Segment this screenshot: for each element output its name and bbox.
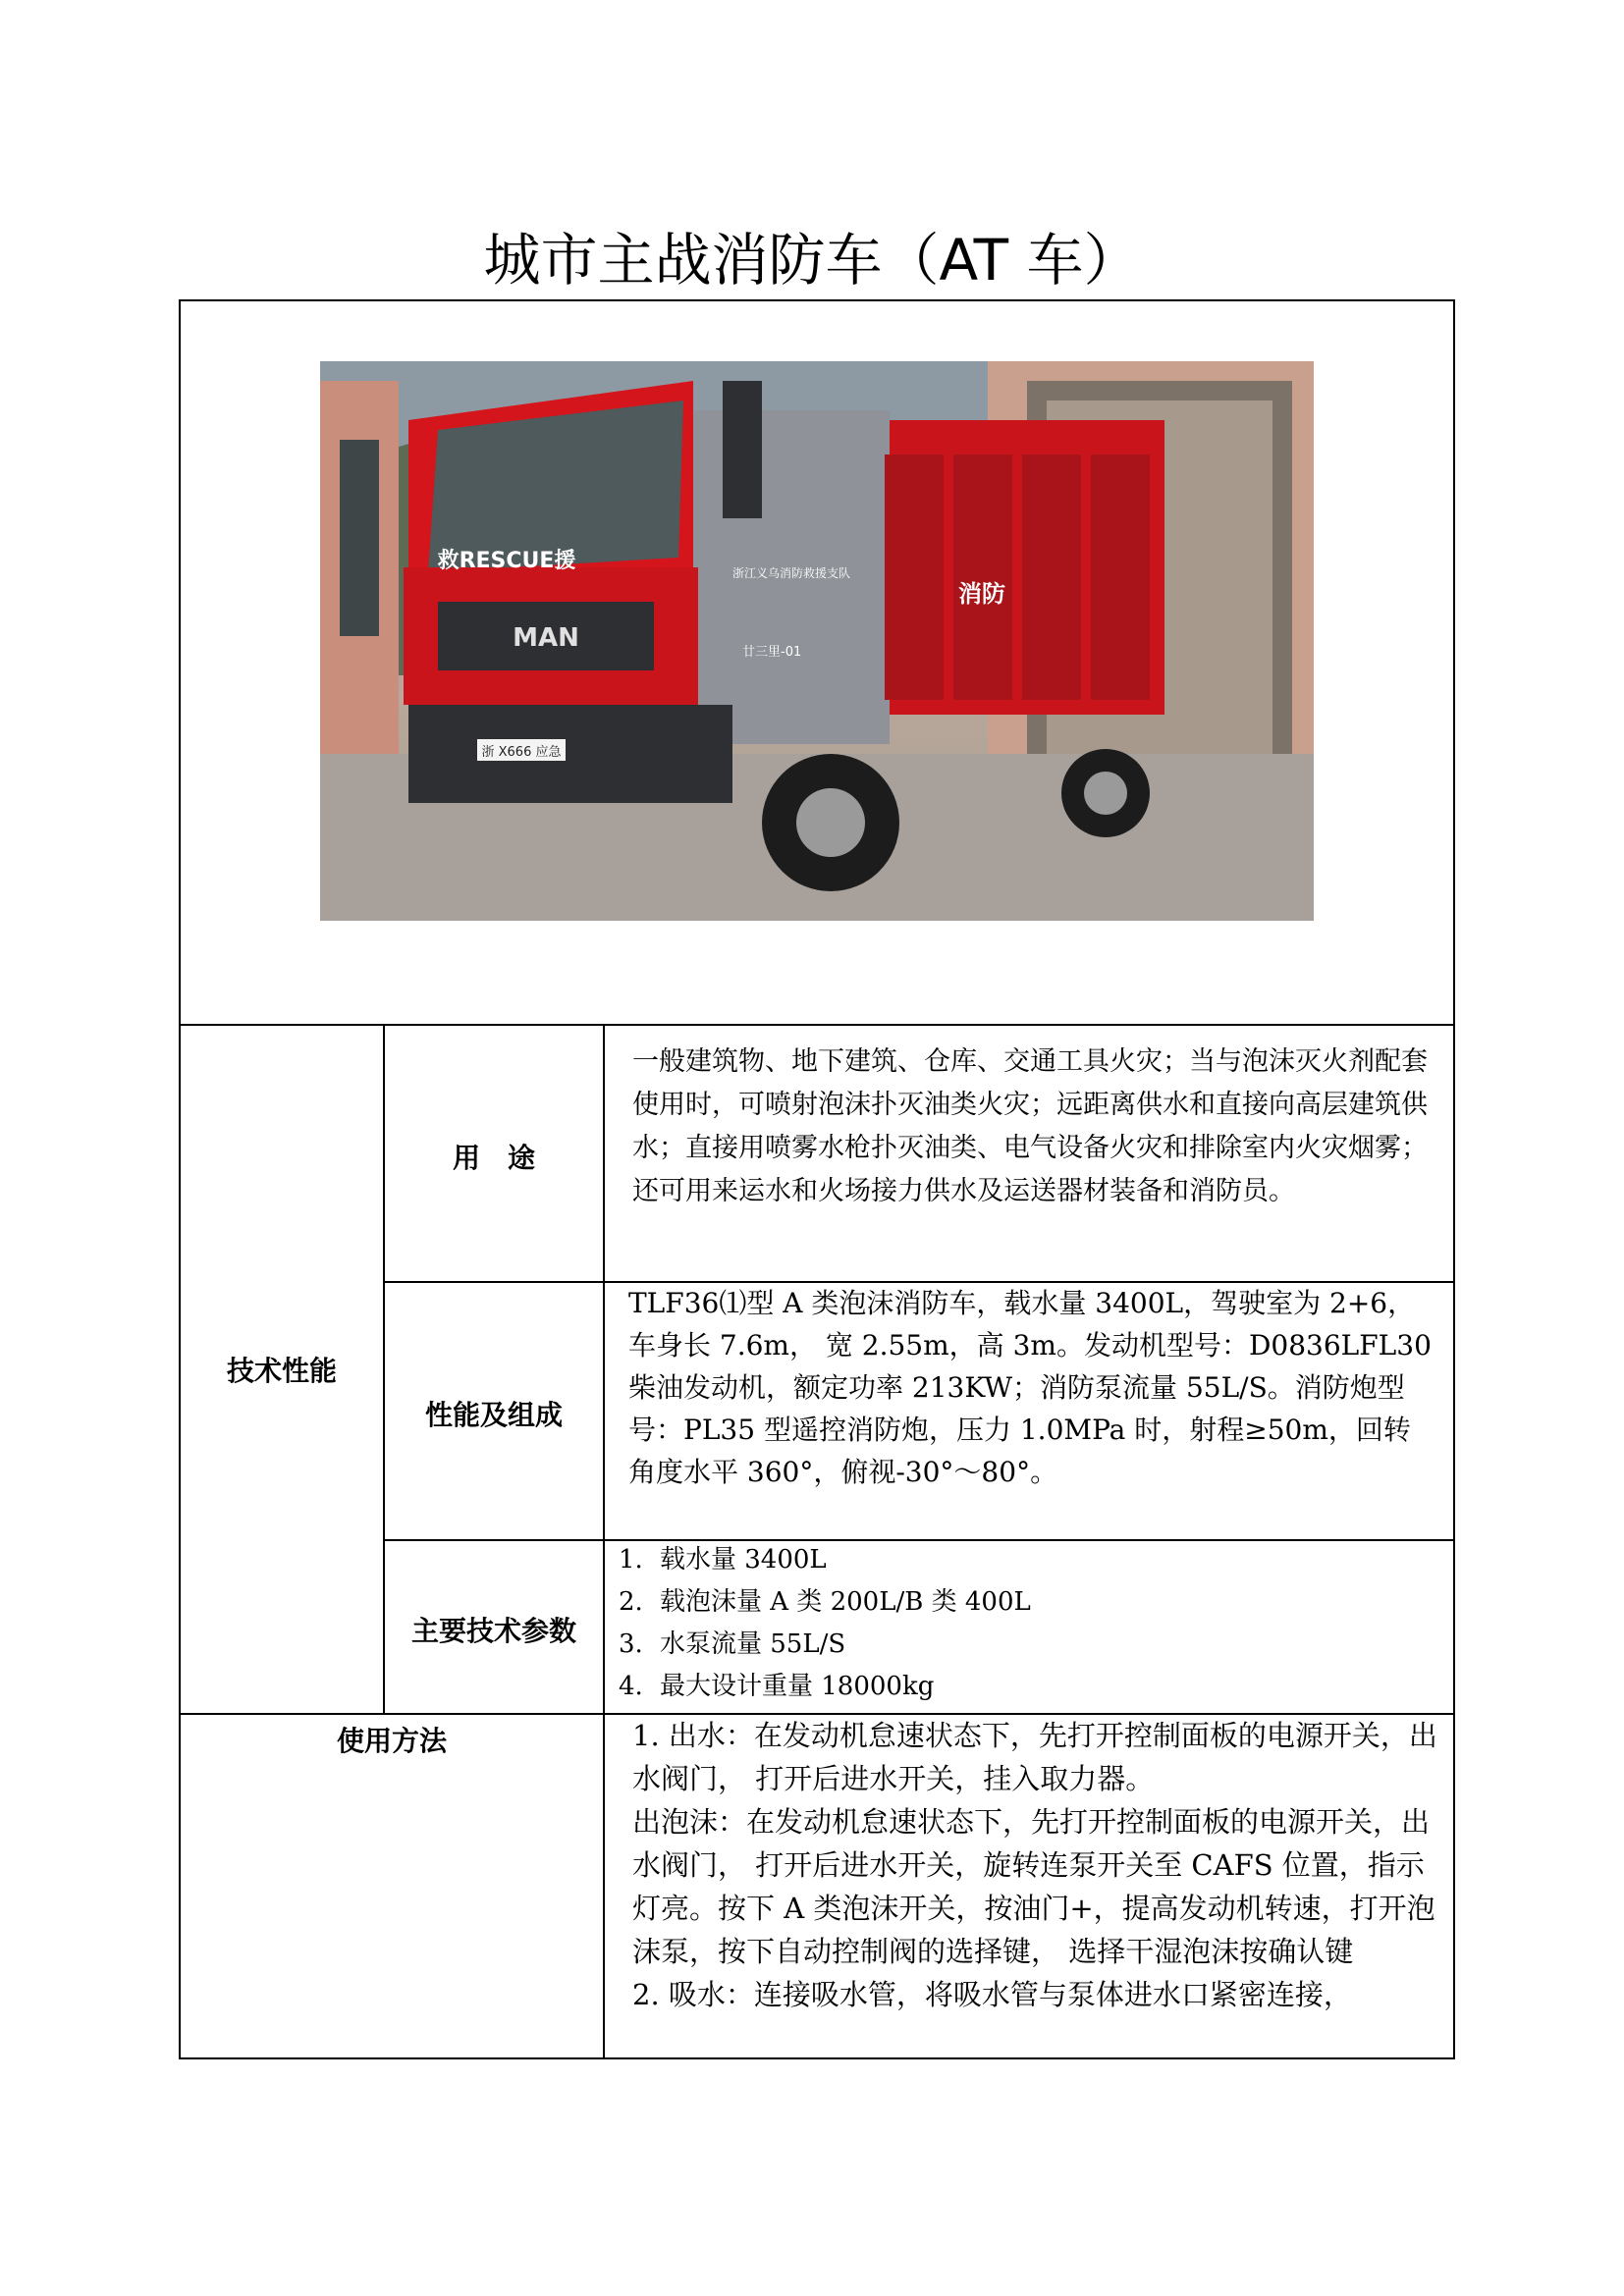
performance-text	[628, 1282, 1437, 1493]
purpose-text: 一般建筑物、地下建筑、仓库、交通工具火灾；当与泡沫灭火剂配套使用时，可喷射泡沫扑灭油类火灾；远距离供水和直接向高层建筑供水；直接用喷雾水枪扑灭油类、电气设备火灾和排除室内火灾烟雾；还可用来运水和火场接力供水及运送器材装备和消防员。	[632, 1046, 1428, 1206]
section-label-tech: 技术性能	[226, 1355, 337, 1387]
side-text: 消防	[958, 580, 1005, 608]
rescue-text: 救RESCUE援	[437, 549, 576, 573]
usage-paragraph-3: 2. 吸水：连接吸水管，将吸水管与泵体进水口紧密连接，	[632, 1978, 1352, 2011]
params-label: 主要技术参数	[410, 1615, 576, 1647]
list-item: 2. 载泡沫量 A 类 200L/B 类 400L	[619, 1587, 1031, 1617]
page-title: 城市主战消防车（AT 车）	[483, 227, 1141, 294]
unit-number: 廿三里-01	[742, 645, 802, 660]
performance-text-main: TLF36⑴型 A 类泡沫消防车，载水量 3400L，驾驶室为 2+6，车身长 7.6m， 宽 2.55m，高 3m。发动机型号：D0836LFL30 柴油发动机，额定功率 213KW；消防泵流量 55L/S。消防炮型号：PL35 型遥控消防炮，压力 1.0MPa 时，射程≥50m，回转	[628, 1287, 1432, 1446]
grille-brand-text: MAN	[513, 623, 579, 653]
usage-text	[632, 1714, 1443, 2016]
list-item: 4. 最大设计重量 18000kg	[619, 1672, 935, 1701]
usage-paragraph-1: 1. 出水：在发动机怠速状态下，先打开控制面板的电源开关，出水阀门， 打开后进水开关，挂入取力器。	[632, 1719, 1437, 1795]
door-text: 浙江义乌消防救援支队	[732, 566, 851, 580]
license-plate: 浙 X666 应急	[481, 745, 562, 760]
fire-truck-photo	[320, 361, 1314, 921]
usage-paragraph-2: 出泡沫：在发动机怠速状态下，先打开控制面板的电源开关，出水阀门， 打开后进水开关，旋转连泵开关至 CAFS 位置，指示灯亮。按下 A 类泡沫开关，按油门+，提高发动机转速，打开泡沫泵，按下自动控制阀的选择键， 选择干湿泡沫按确认键	[632, 1805, 1435, 1968]
params-list	[619, 1539, 1443, 1708]
list-item: 1. 载水量 3400L	[619, 1545, 827, 1575]
purpose-label: 用 途	[452, 1142, 535, 1174]
list-item: 3. 水泵流量 55L/S	[619, 1629, 846, 1659]
usage-label: 使用方法	[336, 1725, 447, 1757]
performance-label: 性能及组成	[424, 1399, 563, 1431]
performance-text-angle: 角度水平 360°，俯视-30°～80°。	[628, 1456, 1058, 1488]
